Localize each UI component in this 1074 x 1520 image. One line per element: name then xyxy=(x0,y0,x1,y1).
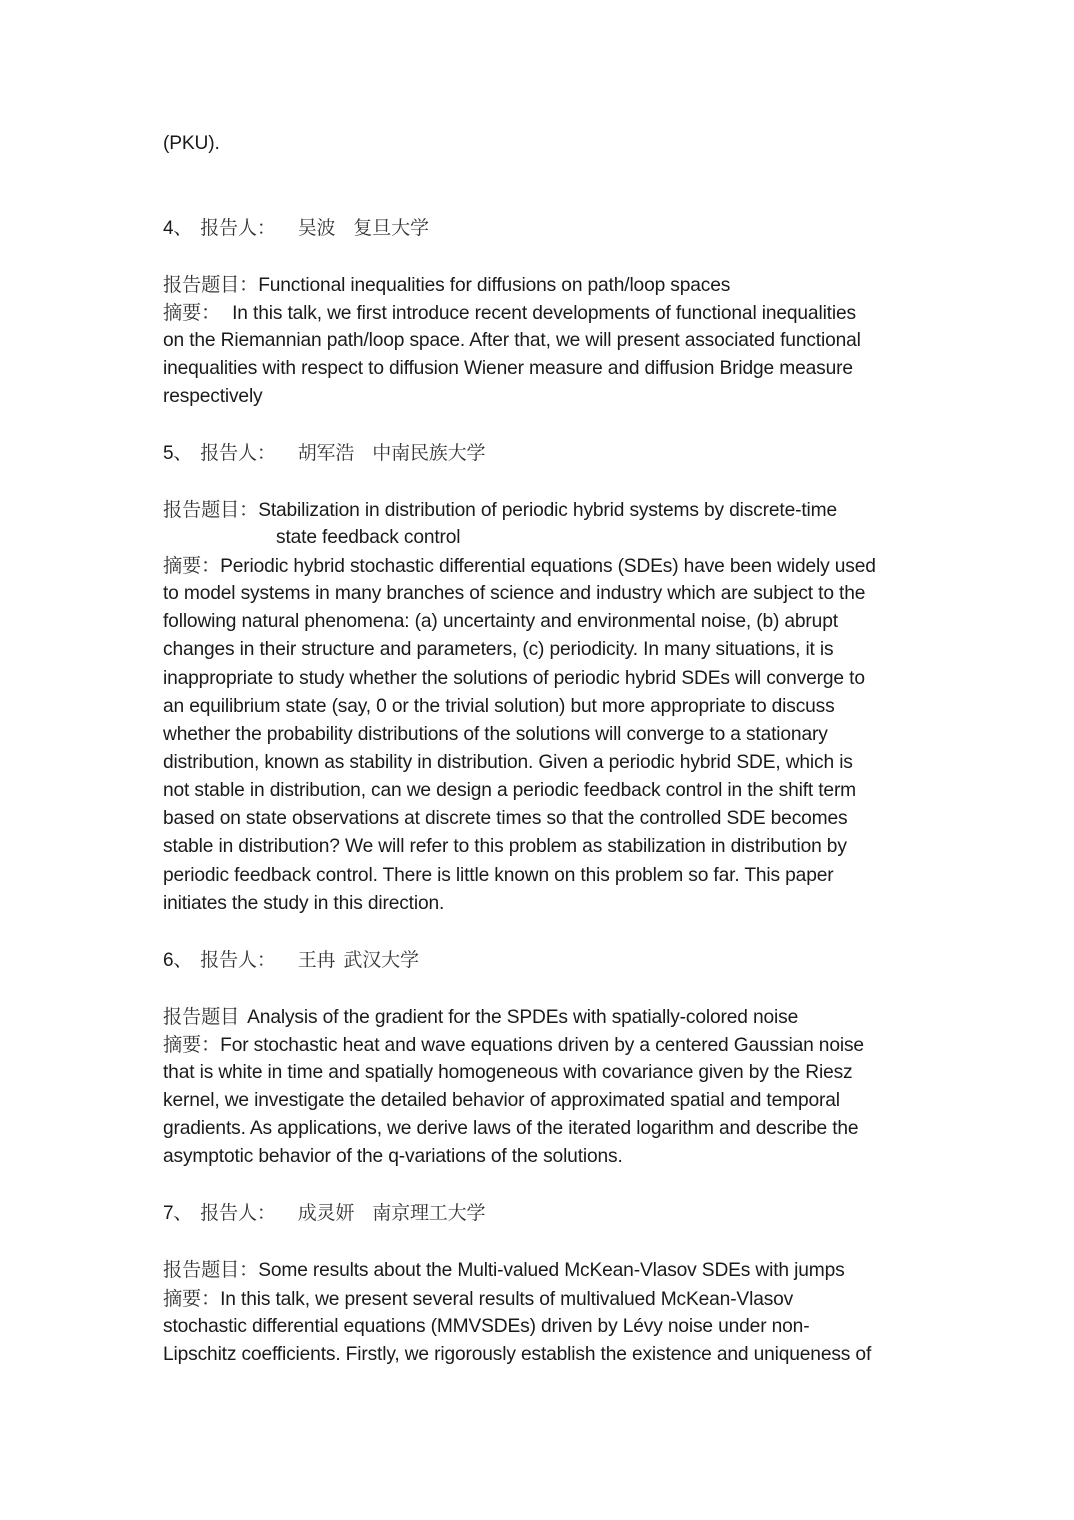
abstract-line: whether the probability distributions of the solutions will converge to a stationary xyxy=(163,724,828,745)
speaker-label: 报告人： xyxy=(200,442,276,464)
speaker-label: 报告人： xyxy=(200,949,276,971)
abstract-line: changes in their structure and parameters, (c) periodicity. In many situations, it is xyxy=(163,639,834,660)
abstract-line: Lipschitz coefficients. Firstly, we rigorously establish the existence and uniqueness of xyxy=(163,1344,872,1365)
talk-6-speaker-line xyxy=(163,946,419,975)
speaker-name: 吴波 xyxy=(297,217,336,239)
talk-7-speaker-line xyxy=(163,1199,485,1228)
title-label: 报告题目： xyxy=(163,1258,259,1281)
abstract-line: an equilibrium state (say, 0 or the trivial solution) but more appropriate to discuss xyxy=(163,696,835,717)
abstract-line: not stable in distribution, can we design a periodic feedback control in the shift term xyxy=(163,780,857,801)
talk-4-title xyxy=(163,271,730,300)
speaker-name: 王冉 xyxy=(297,949,336,971)
speaker-label: 报告人： xyxy=(200,217,276,239)
abstract-line: asymptotic behavior of the q-variations of the solutions. xyxy=(163,1146,623,1167)
abstract-line: that is white in time and spatially homogeneous with covariance given by the Riesz xyxy=(163,1062,853,1083)
speaker-name: 成灵妍 xyxy=(297,1202,355,1224)
talk-title: Some results about the Multi-valued McKean-Vlasov SDEs with jumps xyxy=(258,1260,845,1281)
speaker-name: 胡军浩 xyxy=(297,442,355,464)
talk-title: Functional inequalities for diffusions on path/loop spaces xyxy=(258,275,731,296)
abstract-label: 摘要： xyxy=(163,1287,221,1310)
talk-title-continued: state feedback control xyxy=(276,527,461,548)
speaker-affiliation: 复旦大学 xyxy=(353,217,429,239)
abstract-line: gradients. As applications, we derive laws of the iterated logarithm and describe the xyxy=(163,1118,859,1139)
continuation-text: (PKU). xyxy=(163,133,220,154)
talk-5-abstract-line-1: 摘要：Periodic hybrid stochastic differential equations (SDEs) have been widely used xyxy=(163,554,876,577)
title-label: 报告题目： xyxy=(163,273,259,296)
abstract-label: 摘要： xyxy=(163,1033,221,1056)
talk-number: 5、 xyxy=(163,443,193,464)
talk-number: 4、 xyxy=(163,218,193,239)
abstract-line: stochastic differential equations (MMVSDEs) driven by Lévy noise under non- xyxy=(163,1316,810,1337)
talk-6-title xyxy=(163,1003,798,1032)
talk-7-title xyxy=(163,1256,845,1285)
speaker-affiliation: 南京理工大学 xyxy=(372,1202,486,1224)
talk-title: Stabilization in distribution of periodic hybrid systems by discrete-time xyxy=(258,500,837,521)
abstract-line: on the Riemannian path/loop space. After that, we will present associated functional xyxy=(163,330,861,351)
abstract-line: inequalities with respect to diffusion Wiener measure and diffusion Bridge measure xyxy=(163,358,853,379)
talk-title: Analysis of the gradient for the SPDEs with spatially-colored noise xyxy=(247,1007,799,1028)
talk-7-abstract-line-1: 摘要：In this talk, we present several results of multivalued McKean-Vlasov xyxy=(163,1287,794,1310)
speaker-affiliation: 中南民族大学 xyxy=(372,442,486,464)
speaker-label: 报告人： xyxy=(200,1202,276,1224)
speaker-affiliation: 武汉大学 xyxy=(343,949,419,971)
talk-4-abstract-line-1: 摘要： In this talk, we first introduce recent developments of functional inequalities xyxy=(163,301,856,324)
title-label: 报告题目： xyxy=(163,498,259,521)
abstract-line: respectively xyxy=(163,386,263,407)
abstract-line: based on state observations at discrete times so that the controlled SDE becomes xyxy=(163,808,848,829)
talk-5-speaker-line xyxy=(163,439,485,468)
talk-number: 6、 xyxy=(163,950,193,971)
abstract-line: kernel, we investigate the detailed behavior of approximated spatial and temporal xyxy=(163,1090,840,1111)
abstract-line: to model systems in many branches of science and industry which are subject to the xyxy=(163,583,866,604)
talk-5-title xyxy=(163,496,837,525)
talk-6-abstract-line-1: 摘要：For stochastic heat and wave equations driven by a centered Gaussian noise xyxy=(163,1033,864,1056)
abstract-line: stable in distribution? We will refer to this problem as stabilization in distribution by xyxy=(163,836,847,857)
title-label: 报告题目 xyxy=(163,1005,240,1028)
abstract-line: distribution, known as stability in distribution. Given a periodic hybrid SDE, which is xyxy=(163,752,853,773)
abstract-label: 摘要： xyxy=(163,554,221,577)
talk-4-speaker-line xyxy=(163,214,429,243)
talk-number: 7、 xyxy=(163,1203,193,1224)
abstract-line: inappropriate to study whether the solutions of periodic hybrid SDEs will converge to xyxy=(163,668,865,689)
abstract-label: 摘要： xyxy=(163,301,221,324)
abstract-line: periodic feedback control. There is little known on this problem so far. This paper xyxy=(163,865,834,886)
abstract-line: initiates the study in this direction. xyxy=(163,893,445,914)
abstract-line: following natural phenomena: (a) uncertainty and environmental noise, (b) abrupt xyxy=(163,611,838,632)
